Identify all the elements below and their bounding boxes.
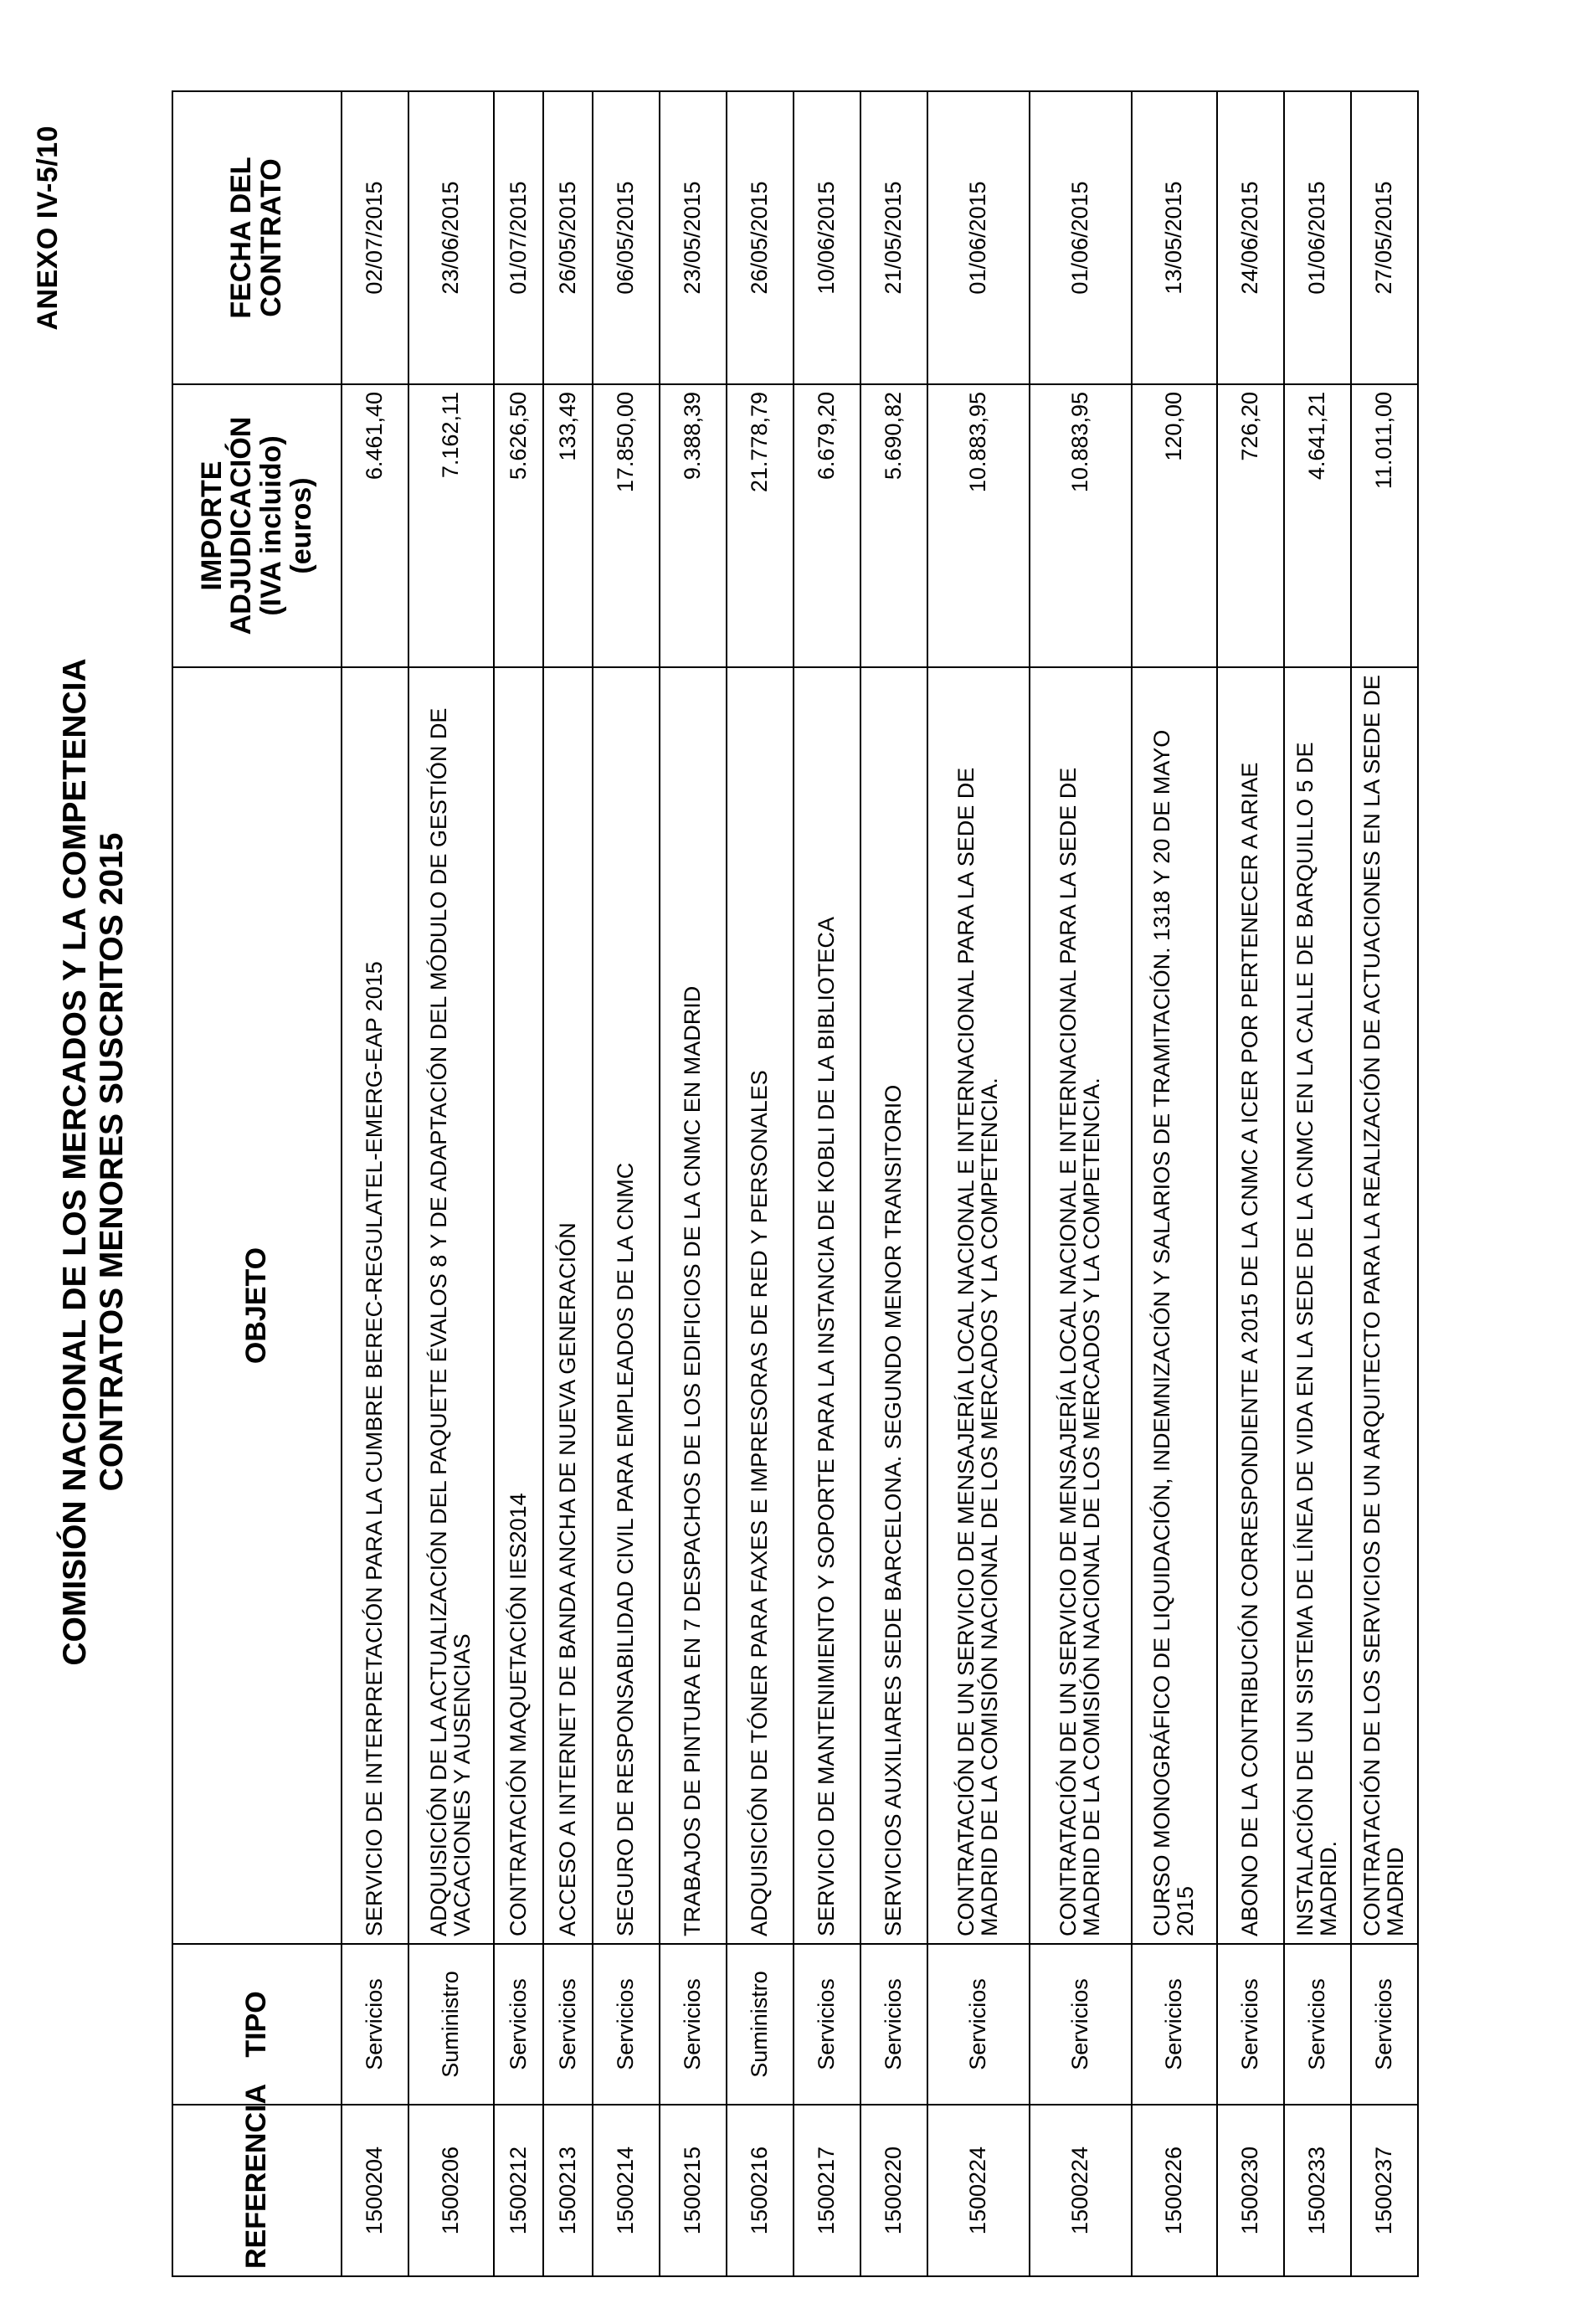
cell-importe: 21.778,79: [727, 384, 794, 667]
cell-tipo: Servicios: [593, 1944, 660, 2105]
cell-fecha: 02/07/2015: [342, 91, 408, 384]
cell-objeto: SERVICIO DE MANTENIMIENTO Y SOPORTE PARA LA INSTANCIA DE KOBLI DE LA BIBLIOTECA: [794, 667, 860, 1944]
cell-objeto: ACCESO A INTERNET DE BANDA ANCHA DE NUEVA GENERACIÓN: [543, 667, 593, 1944]
cell-importe: 6.679,20: [794, 384, 860, 667]
cell-fecha: 06/05/2015: [593, 91, 660, 384]
cell-objeto: CONTRATACIÓN MAQUETACIÓN IES2014: [494, 667, 543, 1944]
table-row: [1030, 91, 1132, 2276]
cell-referencia: 1500237: [1351, 2105, 1418, 2276]
cell-importe: 133,49: [543, 384, 593, 667]
cell-objeto: ADQUISICIÓN DE LA ACTUALIZACIÓN DEL PAQUETE ÉVALOS 8 Y DE ADAPTACIÓN DEL MÓDULO DE GESTIÓN DE VACACIONES Y AUSENCIAS: [408, 667, 494, 1944]
cell-tipo: Suministro: [727, 1944, 794, 2105]
cell-objeto: SEGURO DE RESPONSABILIDAD CIVIL PARA EMPLEADOS DE LA CNMC: [593, 667, 660, 1944]
cell-tipo: Servicios: [543, 1944, 593, 2105]
cell-objeto: ADQUISICIÓN DE TÓNER PARA FAXES E IMPRESORAS DE RED Y PERSONALES: [727, 667, 794, 1944]
cell-importe: 120,00: [1132, 384, 1217, 667]
cell-objeto: CONTRATACIÓN DE UN SERVICIO DE MENSAJERÍA LOCAL NACIONAL E INTERNACIONAL PARA LA SEDE DE MADRID DE LA COMISIÓN NACIONAL DE LOS MERCADOS Y LA COMPETENCIA.: [927, 667, 1030, 1944]
cell-tipo: Servicios: [342, 1944, 408, 2105]
cell-referencia: 1500220: [860, 2105, 927, 2276]
cell-tipo: Servicios: [860, 1944, 927, 2105]
cell-tipo: Servicios: [1132, 1944, 1217, 2105]
cell-importe: 10.883,95: [927, 384, 1030, 667]
header-importe-line4: (euros): [285, 477, 317, 574]
cell-referencia: 1500214: [593, 2105, 660, 2276]
table-row: [1217, 91, 1284, 2276]
cell-objeto: CONTRATACIÓN DE LOS SERVICIOS DE UN ARQUITECTO PARA LA REALIZACIÓN DE ACTUACIONES EN LA SEDE DE MADRID: [1351, 667, 1418, 1944]
cell-referencia: 1500212: [494, 2105, 543, 2276]
cell-referencia: 1500233: [1284, 2105, 1351, 2276]
cell-referencia: 1500206: [408, 2105, 494, 2276]
cell-fecha: 24/06/2015: [1217, 91, 1284, 384]
table-row: [543, 91, 593, 2276]
header-tipo: TIPO: [172, 1944, 342, 2105]
cell-fecha: 10/06/2015: [794, 91, 860, 384]
cell-fecha: 21/05/2015: [860, 91, 927, 384]
cell-fecha: 27/05/2015: [1351, 91, 1418, 384]
cell-tipo: Servicios: [1351, 1944, 1418, 2105]
cell-objeto: ABONO DE LA CONTRIBUCIÓN CORRESPONDIENTE A 2015 DE LA CNMC A ICER POR PERTENECER A ARIAE: [1217, 667, 1284, 1944]
cell-tipo: Servicios: [1030, 1944, 1132, 2105]
table-row: [342, 91, 408, 2276]
cell-objeto: CONTRATACIÓN DE UN SERVICIO DE MENSAJERÍA LOCAL NACIONAL E INTERNACIONAL PARA LA SEDE DE MADRID DE LA COMISIÓN NACIONAL DE LOS MERCADOS Y LA COMPETENCIA.: [1030, 667, 1132, 1944]
table-row: [1284, 91, 1351, 2276]
table-header-row: [172, 91, 342, 2276]
cell-referencia: 1500217: [794, 2105, 860, 2276]
cell-referencia: 1500226: [1132, 2105, 1217, 2276]
cell-tipo: Servicios: [927, 1944, 1030, 2105]
cell-tipo: Servicios: [660, 1944, 727, 2105]
header-importe-line3: (IVA incluido): [255, 435, 287, 616]
table-row: [927, 91, 1030, 2276]
header-importe-line2: ADJUDICACIÓN: [225, 416, 258, 635]
cell-tipo: Servicios: [1217, 1944, 1284, 2105]
cell-tipo: Servicios: [794, 1944, 860, 2105]
page-title: COMISIÓN NACIONAL DE LOS MERCADOS Y LA COMPETENCIA: [57, 658, 93, 1666]
cell-importe: 6.461,40: [342, 384, 408, 667]
cell-objeto: INSTALACIÓN DE UN SISTEMA DE LÍNEA DE VIDA EN LA SEDE DE LA CNMC EN LA CALLE DE BARQUILLO 5 DE MADRID.: [1284, 667, 1351, 1944]
cell-referencia: 1500204: [342, 2105, 408, 2276]
cell-fecha: 01/06/2015: [1284, 91, 1351, 384]
header-objeto: OBJETO: [172, 667, 342, 1944]
cell-importe: 17.850,00: [593, 384, 660, 667]
cell-objeto: TRABAJOS DE PINTURA EN 7 DESPACHOS DE LOS EDIFICIOS DE LA CNMC EN MADRID: [660, 667, 727, 1944]
cell-fecha: 01/06/2015: [1030, 91, 1132, 384]
cell-importe: 9.388,39: [660, 384, 727, 667]
header-importe: [172, 384, 342, 667]
cell-importe: 7.162,11: [408, 384, 494, 667]
cell-importe: 726,20: [1217, 384, 1284, 667]
cell-referencia: 1500213: [543, 2105, 593, 2276]
table-row: [494, 91, 543, 2276]
cell-fecha: 26/05/2015: [727, 91, 794, 384]
header-referencia: REFERENCIA: [172, 2105, 342, 2276]
cell-importe: 5.690,82: [860, 384, 927, 667]
table-row: [1351, 91, 1418, 2276]
header-fecha: [172, 91, 342, 384]
cell-fecha: 23/06/2015: [408, 91, 494, 384]
cell-fecha: 23/05/2015: [660, 91, 727, 384]
cell-referencia: 1500216: [727, 2105, 794, 2276]
table-row: [408, 91, 494, 2276]
header-fecha-line2: CONTRATO: [255, 158, 287, 317]
table-row: [593, 91, 660, 2276]
table-row: [794, 91, 860, 2276]
cell-referencia: 1500224: [927, 2105, 1030, 2276]
cell-referencia: 1500230: [1217, 2105, 1284, 2276]
cell-importe: 10.883,95: [1030, 384, 1132, 667]
cell-fecha: 01/06/2015: [927, 91, 1030, 384]
cell-fecha: 01/07/2015: [494, 91, 543, 384]
header-importe-line1: IMPORTE: [195, 460, 228, 591]
cell-importe: 11.011,00: [1351, 384, 1418, 667]
cell-referencia: 1500224: [1030, 2105, 1132, 2276]
cell-referencia: 1500215: [660, 2105, 727, 2276]
cell-tipo: Servicios: [494, 1944, 543, 2105]
cell-objeto: SERVICIO DE INTERPRETACIÓN PARA LA CUMBRE BEREC-REGULATEL-EMERG-EAP 2015: [342, 667, 408, 1944]
table-row: [860, 91, 927, 2276]
table-row: [660, 91, 727, 2276]
cell-tipo: Suministro: [408, 1944, 494, 2105]
cell-fecha: 26/05/2015: [543, 91, 593, 384]
page-subtitle: CONTRATOS MENORES SUSCRITOS 2015: [94, 832, 130, 1492]
cell-fecha: 13/05/2015: [1132, 91, 1217, 384]
cell-importe: 5.626,50: [494, 384, 543, 667]
table-row: [727, 91, 794, 2276]
cell-objeto: SERVICIOS AUXILIARES SEDE BARCELONA. SEGUNDO MENOR TRANSITORIO: [860, 667, 927, 1944]
cell-objeto: CURSO MONOGRÁFICO DE LIQUIDACIÓN, INDEMNIZACIÓN Y SALARIOS DE TRAMITACIÓN. 1318 Y 20 DE MAYO 2015: [1132, 667, 1217, 1944]
contracts-table: [172, 90, 1419, 2277]
table-row: [1132, 91, 1217, 2276]
cell-tipo: Servicios: [1284, 1944, 1351, 2105]
annex-label: ANEXO IV-5/10: [32, 126, 64, 331]
header-fecha-line1: FECHA DEL: [225, 157, 258, 319]
cell-importe: 4.641,21: [1284, 384, 1351, 667]
